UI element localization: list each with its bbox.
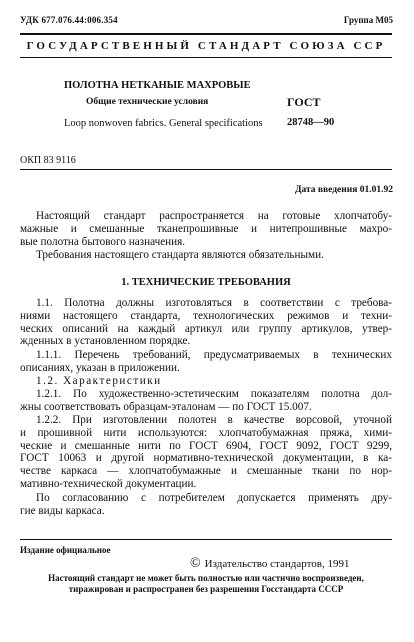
official-edition-label: Издание официальное	[20, 545, 111, 555]
english-title: Loop nonwoven fabrics. General specifications	[64, 118, 263, 129]
copyright-icon: ©	[190, 556, 201, 571]
udk-code: УДК 677.076.44:006.354	[20, 15, 118, 25]
clause-1-1-1	[20, 349, 392, 375]
text-line: вые полотна бытового назначения.	[20, 235, 186, 248]
section-heading: 1. ТЕХНИЧЕСКИЕ ТРЕБОВАНИЯ	[121, 277, 291, 288]
text-line: описаниях, указан в приложении.	[20, 361, 180, 374]
intro-paragraph	[20, 210, 392, 248]
text-line: ческие и смешанные нити по ГОСТ 6904, ГОСТ 9092, ГОСТ 9299,	[20, 439, 392, 452]
text-line: По согласованию с потребителем допускается применять дру-	[36, 492, 392, 504]
text-line: Настоящий стандарт распространяется на готовые хлопчатобу-	[36, 210, 392, 222]
text-line: 1.2. Характеристики	[36, 375, 162, 387]
text-line: честве каркаса — хлопчатобумажные и смешанные ткани по нор-	[20, 465, 392, 478]
text-line: жденных в установленном порядке.	[20, 335, 191, 348]
copyright-text: Издательство стандартов, 1991	[204, 558, 350, 570]
document-title: ПОЛОТНА НЕТКАНЫЕ МАХРОВЫЕ	[64, 80, 251, 91]
text-line: мативно-технической документации.	[20, 477, 197, 490]
okp-code: ОКП 83 9116	[20, 155, 76, 166]
copyright-line	[190, 556, 349, 572]
text-line: ниями настоящего стандарта, технологических режимов и техни-	[20, 309, 392, 322]
intro-paragraph	[20, 249, 392, 262]
state-standard-banner: ГОСУДАРСТВЕННЫЙ СТАНДАРТ СОЮЗА ССР	[26, 40, 386, 52]
text-line: 1.2.2. При изготовлении полотен в качестве ворсовой, уточной	[36, 414, 392, 426]
text-line: гие виды каркаса.	[20, 504, 105, 517]
document-subtitle: Общие технические условия	[86, 97, 209, 107]
text-line: мажные и смешанные тканепрошивные и нитепрошивные махро-	[20, 222, 392, 235]
group-code: Группа М05	[343, 15, 393, 25]
text-line: 1.2.1. По художественно-эстетическим показателям полотна дол-	[36, 388, 392, 400]
clause-1-2	[20, 375, 392, 388]
okp-rule	[20, 169, 392, 170]
footer-rule	[20, 539, 392, 540]
text-line: ческих описаний на каждый артикул или группу артикулов, утвер-	[20, 322, 392, 335]
clause-1-2-2	[20, 414, 392, 491]
introduction-date: Дата введения 01.01.92	[294, 185, 393, 195]
text-line: жны соответствовать образцам-эталонам — по ГОСТ 15.007.	[20, 400, 312, 413]
header-rule-top	[20, 33, 392, 35]
clause-1-2-1	[20, 388, 392, 414]
text-line: ГОСТ 10063 и другой нормативно-технической документации, в ка-	[20, 452, 392, 465]
gost-number: 28748—90	[287, 117, 335, 128]
text-line: 1.1.1. Перечень требований, предусматриваемых в технических	[36, 349, 392, 361]
text-line: Требования настоящего стандарта являются обязательными.	[36, 249, 324, 261]
text-line: 1.1. Полотна должны изготовляться в соответствии с требова-	[36, 297, 392, 309]
reproduction-notice: Настоящий стандарт не может быть полностью или частично воспроизведен, тиражирован и распространен без разрешения Госстандарта СССР	[48, 573, 364, 594]
header-rule-bottom	[20, 57, 392, 58]
gost-label: ГОСТ	[287, 95, 321, 109]
clause-1-1	[20, 297, 392, 348]
text-line: и прошивной нити используются: хлопчатобумажная пряжа, хими-	[20, 426, 392, 439]
agreement-paragraph	[20, 492, 392, 518]
